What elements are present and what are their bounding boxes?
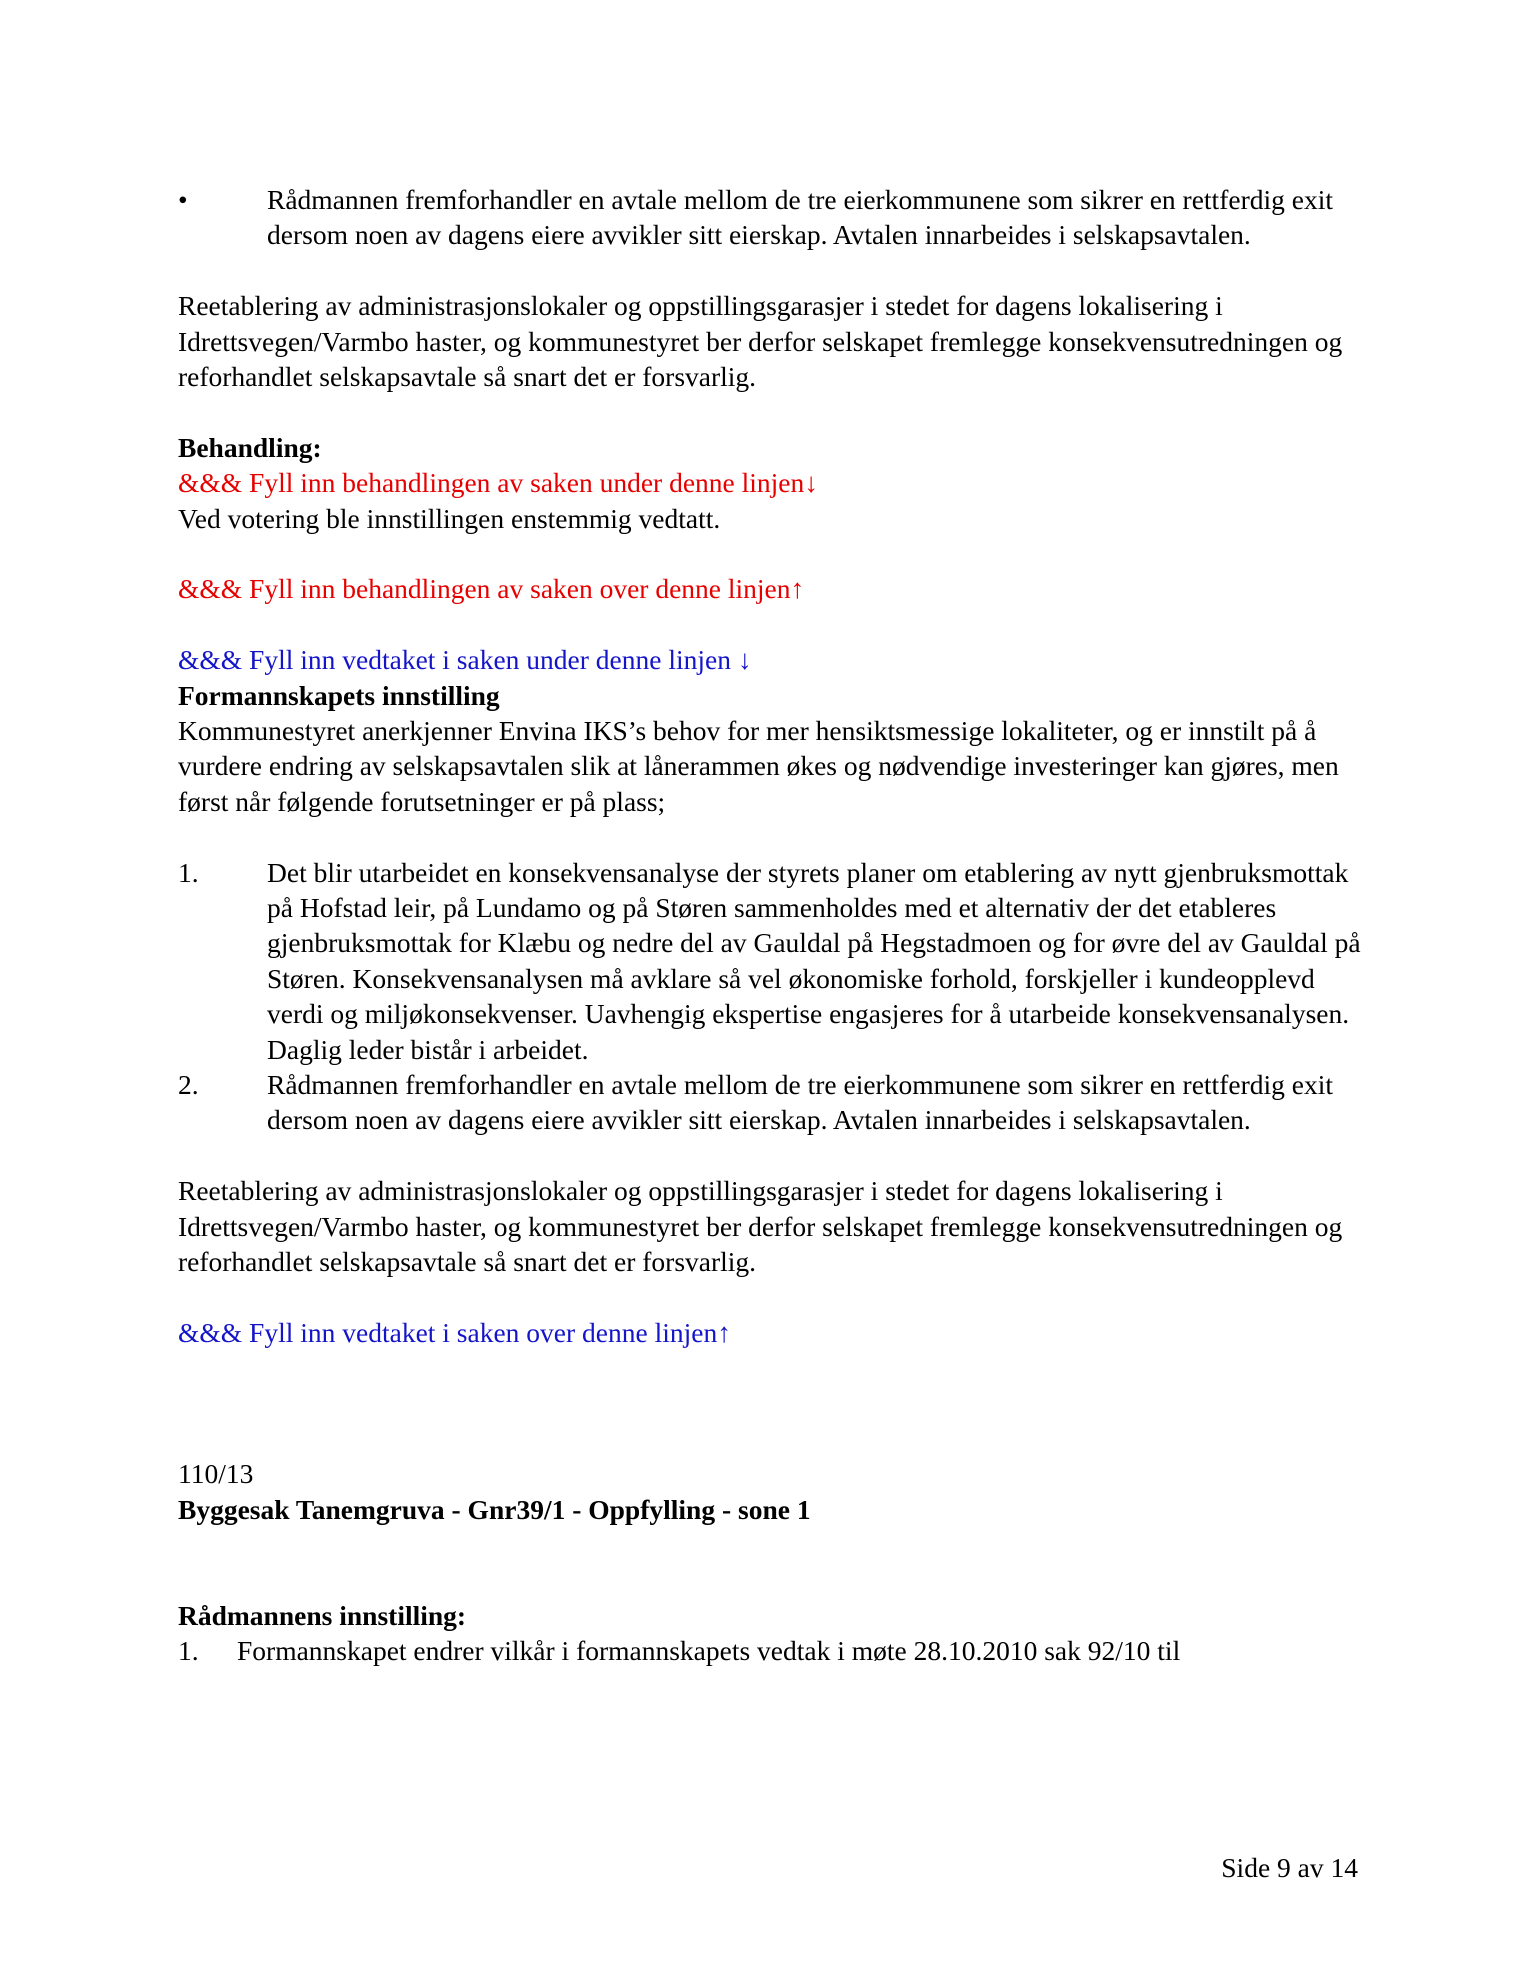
behandling-text: Ved votering ble innstillingen enstemmig vedtatt. — [178, 502, 721, 534]
vedtak-marker-under — [178, 642, 1368, 677]
behandling-marker-over-text: &&& Fyll inn behandlingen av saken over denne linjen — [178, 573, 791, 605]
list-number: 1. — [178, 856, 199, 888]
numbered-list-item — [178, 1067, 1368, 1138]
case-number: 110/13 — [178, 1458, 254, 1490]
up-arrow-icon: ↑ — [790, 573, 805, 605]
list-number: 2. — [178, 1069, 199, 1101]
vedtak-marker-under-text: &&& Fyll inn vedtaket i saken under denne linjen — [178, 644, 738, 676]
recommendation-number: 1. — [178, 1635, 199, 1667]
vedtak-paragraph-reetablering: Reetablering av administrasjonslokaler og oppstillingsgarasjer i stedet for dagens lokalisering i Idrettsvegen/Varmbo haster, og kommunestyret ber derfor selskapet fremlegge konsekvensutredningen og reforhandlet selskapsavtale så snart det er forsvarlig. — [178, 1175, 1343, 1278]
list-item-text: Det blir utarbeidet en konsekvensanalyse der styrets planer om etablering av nytt gjenbruksmottak på Hofstad leir, på Lundamo og på Støren sammenholdes med et alternativ der det etableres gjenbruksmottak for Klæbu og nedre del av Gauldal på Hegstadmoen og for øvre del av Gauldal på Støren. Konsekvensanalysen må avklare så vel økonomiske forhold, forskjeller i kundeopplevd verdi og miljøkonsekvenser. Uavhengig ekspertise engasjeres for å utarbeide konsekvensanalysen. Daglig leder bistår i arbeidet. — [267, 856, 1361, 1065]
behandling-marker-over — [178, 571, 1368, 606]
recommendation-item — [178, 1633, 1368, 1668]
numbered-list-item — [178, 855, 1368, 1067]
vedtak-intro: Kommunestyret anerkjenner Envina IKS’s behov for mer hensiktsmessige lokaliteter, og er innstilt på å vurdere endring av selskapsavtalen slik at lånerammen økes og nødvendige investeringer kan gjøres, men først når følgende forutsetninger er på plass; — [178, 715, 1339, 817]
bullet-list-item — [178, 182, 1368, 253]
recommendation-heading: Rådmannens innstilling: — [178, 1599, 467, 1631]
behandling-marker-under-text: &&& Fyll inn behandlingen av saken under denne linjen — [178, 467, 805, 499]
case-title: Byggesak Tanemgruva - Gnr39/1 - Oppfylling - sone 1 — [178, 1493, 811, 1525]
up-arrow-icon: ↑ — [717, 1316, 731, 1348]
behandling-marker-under — [178, 465, 1368, 500]
behandling-heading: Behandling: — [178, 431, 322, 463]
vedtak-heading: Formannskapets innstilling — [178, 679, 500, 711]
recommendation-text: Formannskapet endrer vilkår i formannskapets vedtak i møte 28.10.2010 sak 92/10 til — [237, 1635, 1181, 1667]
vedtak-marker-over — [178, 1315, 1368, 1350]
list-item-text: Rådmannen fremforhandler en avtale mellom de tre eierkommunene som sikrer en rettferdig exit dersom noen av dagens eiere avvikler sitt eierskap. Avtalen innarbeides i selskapsavtalen. — [267, 1069, 1333, 1136]
down-arrow-icon: ↓ — [737, 644, 752, 676]
down-arrow-icon: ↓ — [804, 467, 819, 499]
page-footer: Side 9 av 14 — [1221, 1852, 1358, 1883]
paragraph-reetablering: Reetablering av administrasjonslokaler og oppstillingsgarasjer i stedet for dagens lokalisering i Idrettsvegen/Varmbo haster, og kommunestyret ber derfor selskapet fremlegge konsekvensutredningen og reforhandlet selskapsavtale så snart det er forsvarlig. — [178, 290, 1343, 393]
document-page — [178, 182, 1368, 1669]
bullet-marker: • — [178, 184, 188, 215]
vedtak-marker-over-text: &&& Fyll inn vedtaket i saken over denne linjen — [178, 1316, 718, 1348]
bullet-text: Rådmannen fremforhandler en avtale mellom de tre eierkommunene som sikrer en rettferdig exit dersom noen av dagens eiere avvikler sitt eierskap. Avtalen innarbeides i selskapsavtalen. — [267, 184, 1333, 251]
